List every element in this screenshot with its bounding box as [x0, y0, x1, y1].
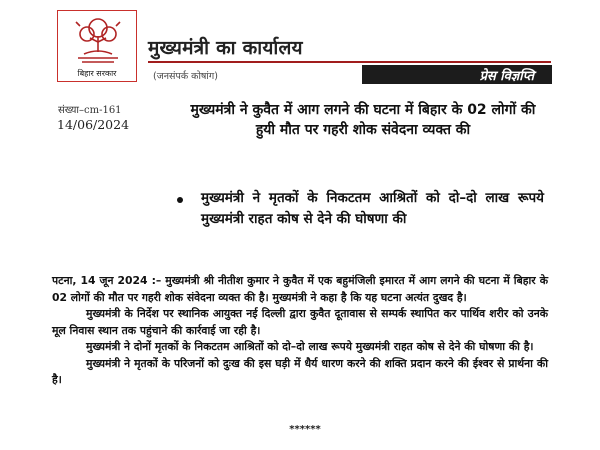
headline: मुख्यमंत्री ने कुवैत में आग लगने की घटना में बिहार के 02 लोगों की हुयी मौत पर गहरी शोक संवेदना व्यक्त की — [190, 102, 536, 138]
office-subtitle: (जनसंपर्क कोषांग) — [153, 71, 218, 82]
press-release-label: प्रेस विज्ञप्ति — [479, 69, 534, 84]
release-date: 14/06/2024 — [57, 117, 130, 132]
body-paragraph: मुख्यमंत्री ने दोनों मृतकों के निकटतम आश्रितों को दो–दो लाख रूपये मुख्यमंत्री राहत कोष से देने की घोषणा की है। — [86, 340, 534, 353]
bullet-icon — [177, 197, 183, 203]
logo-caption: बिहार सरकार — [77, 69, 117, 78]
reference-number: संख्या–cm-161 — [58, 105, 122, 116]
end-marker: ****** — [289, 424, 321, 435]
header-divider — [148, 61, 551, 63]
press-release-band — [362, 65, 552, 84]
body-paragraph: मुख्यमंत्री के निर्देश पर स्थानिक आयुक्त नई दिल्ली द्वारा कुवैत दूतावास से सम्पर्क स्थापित कर पार्थिव शरीर को उनके मूल निवास स्थान तक पहुंचाने की कार्रवाई जा रही है। — [52, 307, 548, 337]
body-paragraph: मुख्यमंत्री ने मृतकों के परिजनों को दुःख की इस घड़ी में धैर्य धारण करने की शक्ति प्रदान करने की ईश्वर से प्रार्थना की है। — [52, 356, 548, 386]
bodhi-tree-emblem-icon — [70, 14, 126, 66]
body-text — [52, 273, 548, 389]
office-title: मुख्यमंत्री का कार्यालय — [148, 37, 303, 59]
bullet-point: मुख्यमंत्री ने मृतकों के निकटतम आश्रितों को दो–दो लाख रूपये मुख्यमंत्री राहत कोष से देने की घोषणा की — [201, 190, 544, 227]
body-paragraph: पटना, 14 जून 2024 :– मुख्यमंत्री श्री नीतीश कुमार ने कुवैत में एक बहुमंजिली इमारत में आग लगने की घटना में बिहार के 02 लोगों की मौत पर गहरी शोक संवेदना व्यक्त की है। मुख्यमंत्री ने कहा है कि यह घटना अत्यंत दुखद है। — [52, 274, 548, 304]
bihar-govt-logo — [57, 10, 137, 82]
